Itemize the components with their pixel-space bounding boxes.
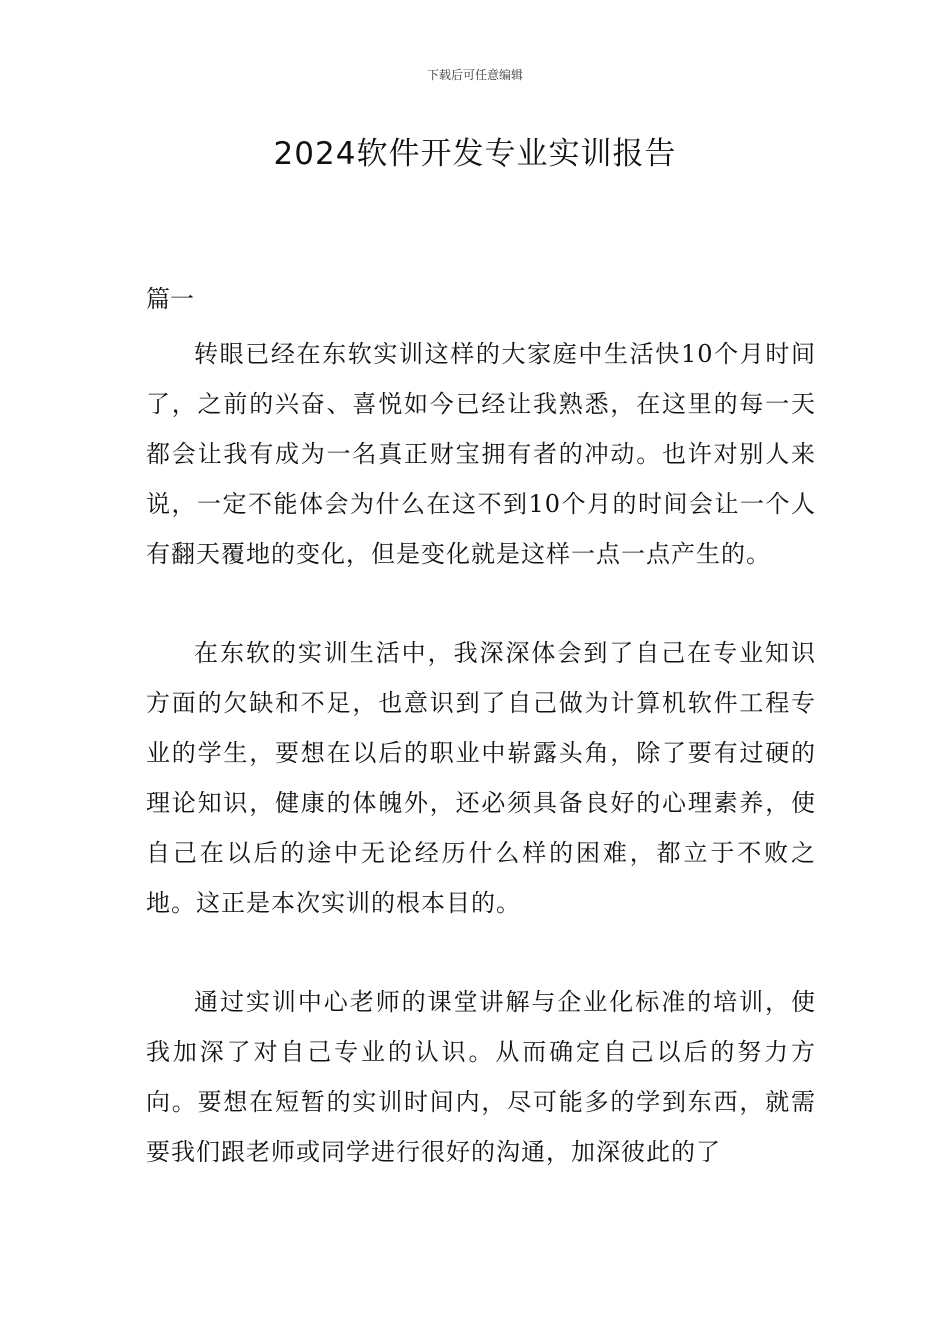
paragraph-2: 在东软的实训生活中，我深深体会到了自己在专业知识方面的欠缺和不足，也意识到了自己做为计算机软件工程专业的学生，要想在以后的职业中崭露头角，除了要有过硬的理论知识，健康的体魄外，还必须具备良好的心理素养，使自己在以后的途中无论经历什么样的困难，都立于不败之地。这正是本次实训的根本目的。 — [146, 639, 816, 917]
document-title: 2024软件开发专业实训报告 — [273, 136, 677, 172]
paragraph-3: 通过实训中心老师的课堂讲解与企业化标准的培训，使我加深了对自己专业的认识。从而确定自己以后的努力方向。要想在短暂的实训时间内，尽可能多的学到东西，就需要我们跟老师或同学进行很好的沟通，加深彼此的了 — [146, 988, 816, 1166]
document-body — [146, 329, 816, 1226]
paragraph-1: 转眼已经在东软实训这样的大家庭中生活快10个月时间了，之前的兴奋、喜悦如今已经让我熟悉，在这里的每一天都会让我有成为一名真正财宝拥有者的冲动。也许对别人来说，一定不能体会为什么在这不到10个月的时间会让一个人有翻天覆地的变化，但是变化就是这样一点一点产生的。 — [146, 340, 816, 568]
page-header-note: 下载后可任意编辑 — [426, 68, 523, 82]
section-heading: 篇一 — [146, 285, 194, 313]
